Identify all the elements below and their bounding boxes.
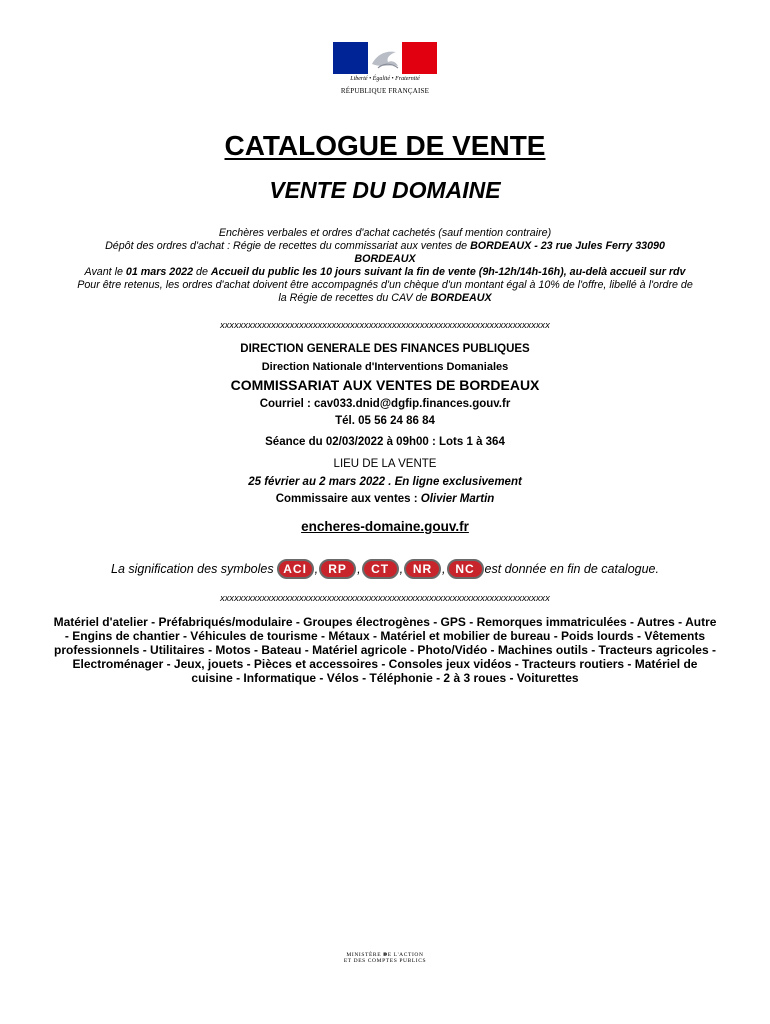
info-line-3: Avant le 01 mars 2022 de Accueil du public les 10 jours suivant la fin de vente (9h-12h/14h-16h), au-delà accueil sur rdv (84, 266, 686, 278)
symbol-badge-aci: ACI (277, 559, 314, 579)
website-link[interactable]: encheres-domaine.gouv.fr (301, 519, 469, 534)
page-subtitle: VENTE DU DOMAINE (269, 177, 501, 203)
sale-dates: 25 février au 2 mars 2022 . En ligne exclusivement (248, 476, 522, 488)
symbol-badge-nr: NR (404, 559, 441, 579)
marianne-logo (333, 42, 437, 100)
info-line-4: Pour être retenus, les ordres d'achat doivent être accompagnés d'un chèque d'un montant égal à 10% de l'offre, libellé à l'ordre de la Régie de recettes du CAV de BORDEAUX (77, 279, 693, 304)
sale-info (75, 227, 695, 305)
tricolor-flag-icon (333, 42, 437, 74)
separator-line-2: xxxxxxxxxxxxxxxxxxxxxxxxxxxxxxxxxxxxxxxxxxxxxxxxxxxxxxxxxxxxxxxxxxxxxxx (220, 593, 550, 603)
republic-text: RÉPUBLIQUE FRANÇAISE (340, 87, 430, 95)
symbol-badge-nc: NC (447, 559, 484, 579)
email-text: Courriel : cav033.dnid@dgfip.finances.gouv.fr (259, 398, 511, 410)
symbols-legend: La signification des symboles ACI , RP , CT , NR , NC est donnée en fin de catalogue. (0, 559, 770, 579)
symbol-badge-rp: RP (319, 559, 356, 579)
dgfip-heading: DIRECTION GENERALE DES FINANCES PUBLIQUES (240, 343, 530, 355)
categories-list: Matériel d'atelier - Préfabriqués/modulaire - Groupes électrogènes - GPS - Remorques immatriculées - Autres - Autre - Engins de chantier - Véhicules de tourisme - Métaux - Matériel et mobilier de bureau - Poids lourds - Vêtements professionnels - Utilitaires - Motos - Bateau - Matériel agricole - Photo/Vidéo - Machines outils - Tracteurs agricoles - Electroménager - Jeux, jouets - Pièces et accessoires - Consoles jeux vidéos - Tracteurs routiers - Matériel de cuisine - Informatique - Vélos - Téléphonie - 2 à 3 roues - Voiturettes (53, 615, 717, 685)
commissioner-text: Commissaire aux ventes : Olivier Martin (275, 493, 495, 505)
symbol-badge-ct: CT (362, 559, 399, 579)
info-line-2: Dépôt des ordres d'achat : Régie de recettes du commissariat aux ventes de BORDEAUX - 23 rue Jules Ferry 33090 BORDEAUX (105, 240, 665, 265)
separator-line: xxxxxxxxxxxxxxxxxxxxxxxxxxxxxxxxxxxxxxxxxxxxxxxxxxxxxxxxxxxxxxxxxxxxxxx (220, 320, 550, 330)
page-title: CATALOGUE DE VENTE (224, 130, 546, 161)
ministry-line-1: MINISTÈRE DE L'ACTION (346, 952, 424, 958)
dnid-heading: Direction Nationale d'Interventions Domaniales (261, 361, 509, 373)
commissariat-heading: COMMISSARIAT AUX VENTES DE BORDEAUX (230, 377, 540, 393)
session-text: Séance du 02/03/2022 à 09h00 : Lots 1 à 364 (265, 436, 505, 448)
venue-label: LIEU DE LA VENTE (333, 458, 437, 470)
ministry-emblem-icon (382, 944, 388, 950)
motto-text: Liberté • Égalité • Fraternité (350, 76, 420, 82)
ministry-line-2: ET DES COMPTES PUBLICS (343, 958, 427, 964)
info-line-1: Enchères verbales et ordres d'achat cachetés (sauf mention contraire) (218, 227, 552, 239)
phone-text: Tél. 05 56 24 86 84 (335, 415, 435, 427)
ministry-logo (333, 944, 437, 964)
